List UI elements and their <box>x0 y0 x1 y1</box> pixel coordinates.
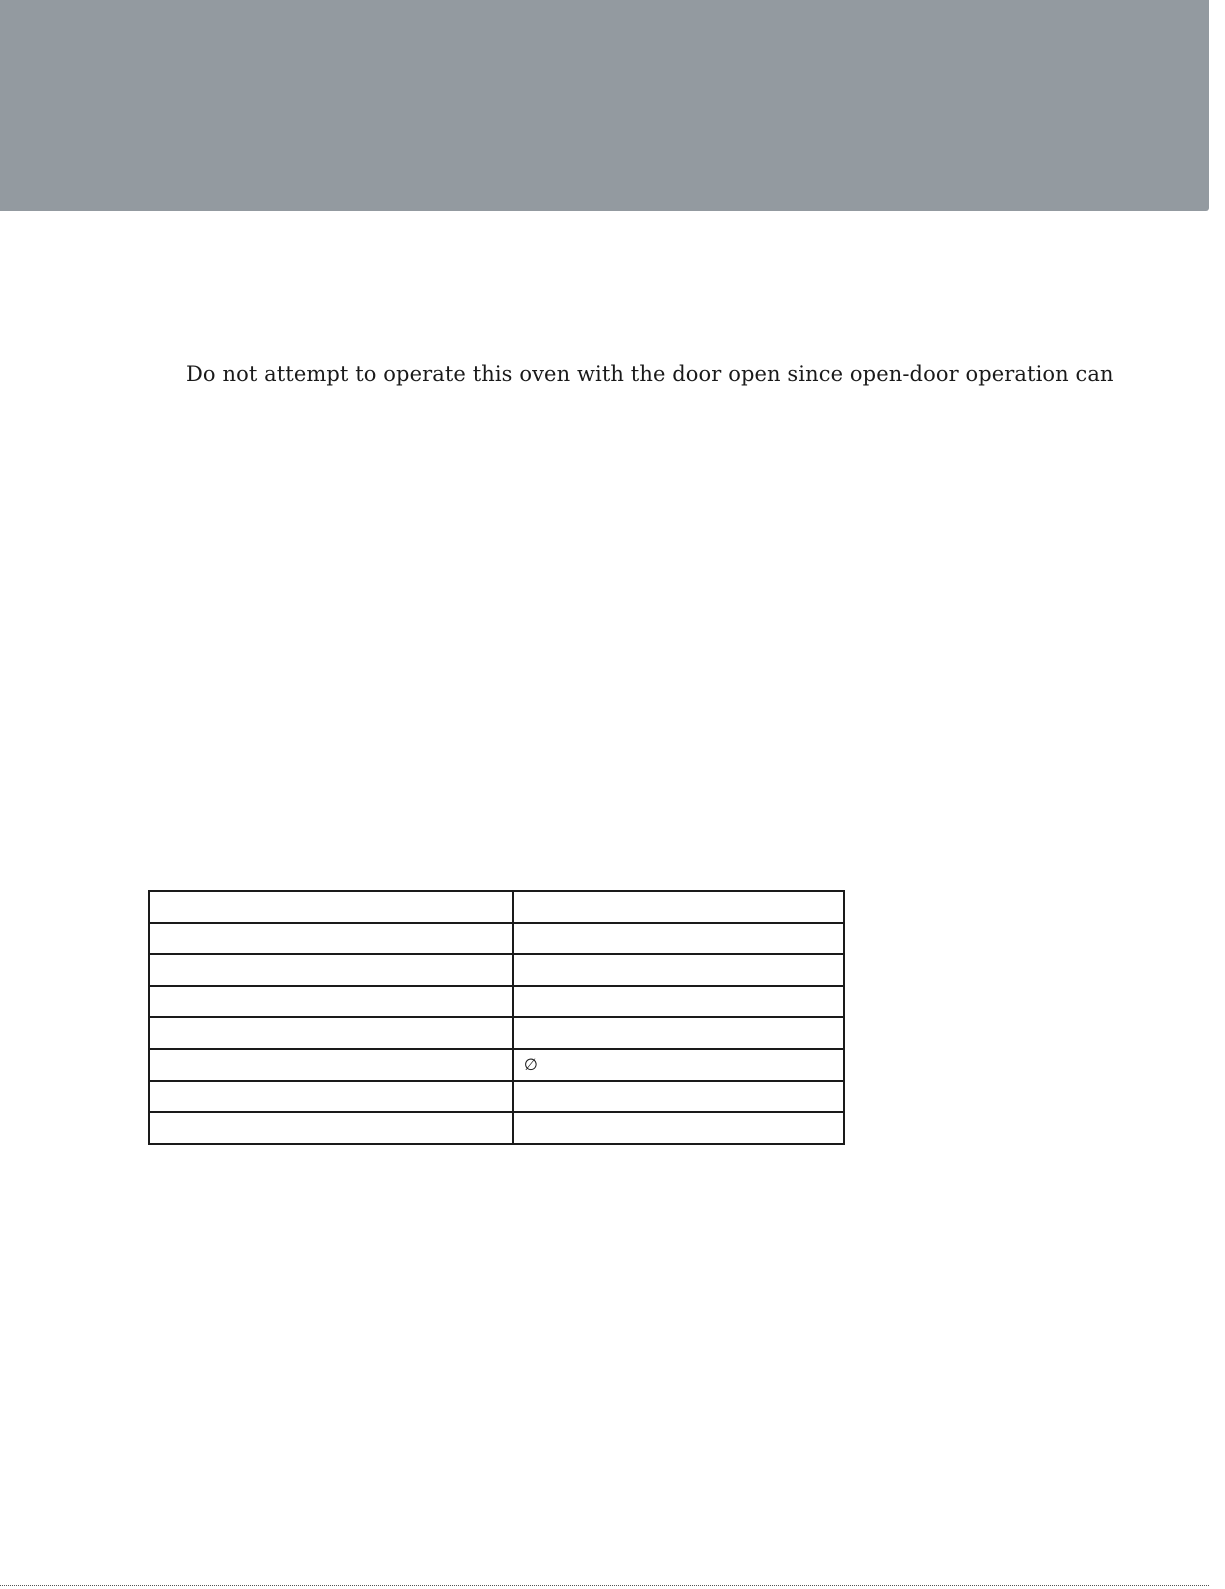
table-cell <box>149 1112 513 1144</box>
table-cell <box>513 891 844 923</box>
header-band <box>0 0 1209 211</box>
table-row <box>149 923 844 955</box>
table-cell <box>149 1049 513 1081</box>
spec-table <box>148 890 845 1145</box>
table-cell <box>149 891 513 923</box>
table-cell <box>149 923 513 955</box>
table-cell <box>513 954 844 986</box>
table-row <box>149 1112 844 1144</box>
table-row <box>149 986 844 1018</box>
table-row <box>149 954 844 986</box>
table-cell <box>149 1081 513 1113</box>
table-cell <box>513 986 844 1018</box>
table-row <box>149 1017 844 1049</box>
body-paragraph: Do not attempt to operate this oven with the door open since open-door operation can <box>186 362 1114 386</box>
table-cell-diameter: ∅ <box>513 1049 844 1081</box>
table-cell <box>513 1017 844 1049</box>
table-row <box>149 891 844 923</box>
table-cell <box>513 1081 844 1113</box>
table-cell <box>149 1017 513 1049</box>
table-cell <box>513 1112 844 1144</box>
table-row <box>149 1049 844 1081</box>
table-row <box>149 1081 844 1113</box>
table-cell <box>149 986 513 1018</box>
bottom-divider <box>0 1585 1209 1586</box>
table-cell <box>149 954 513 986</box>
table-cell <box>513 923 844 955</box>
